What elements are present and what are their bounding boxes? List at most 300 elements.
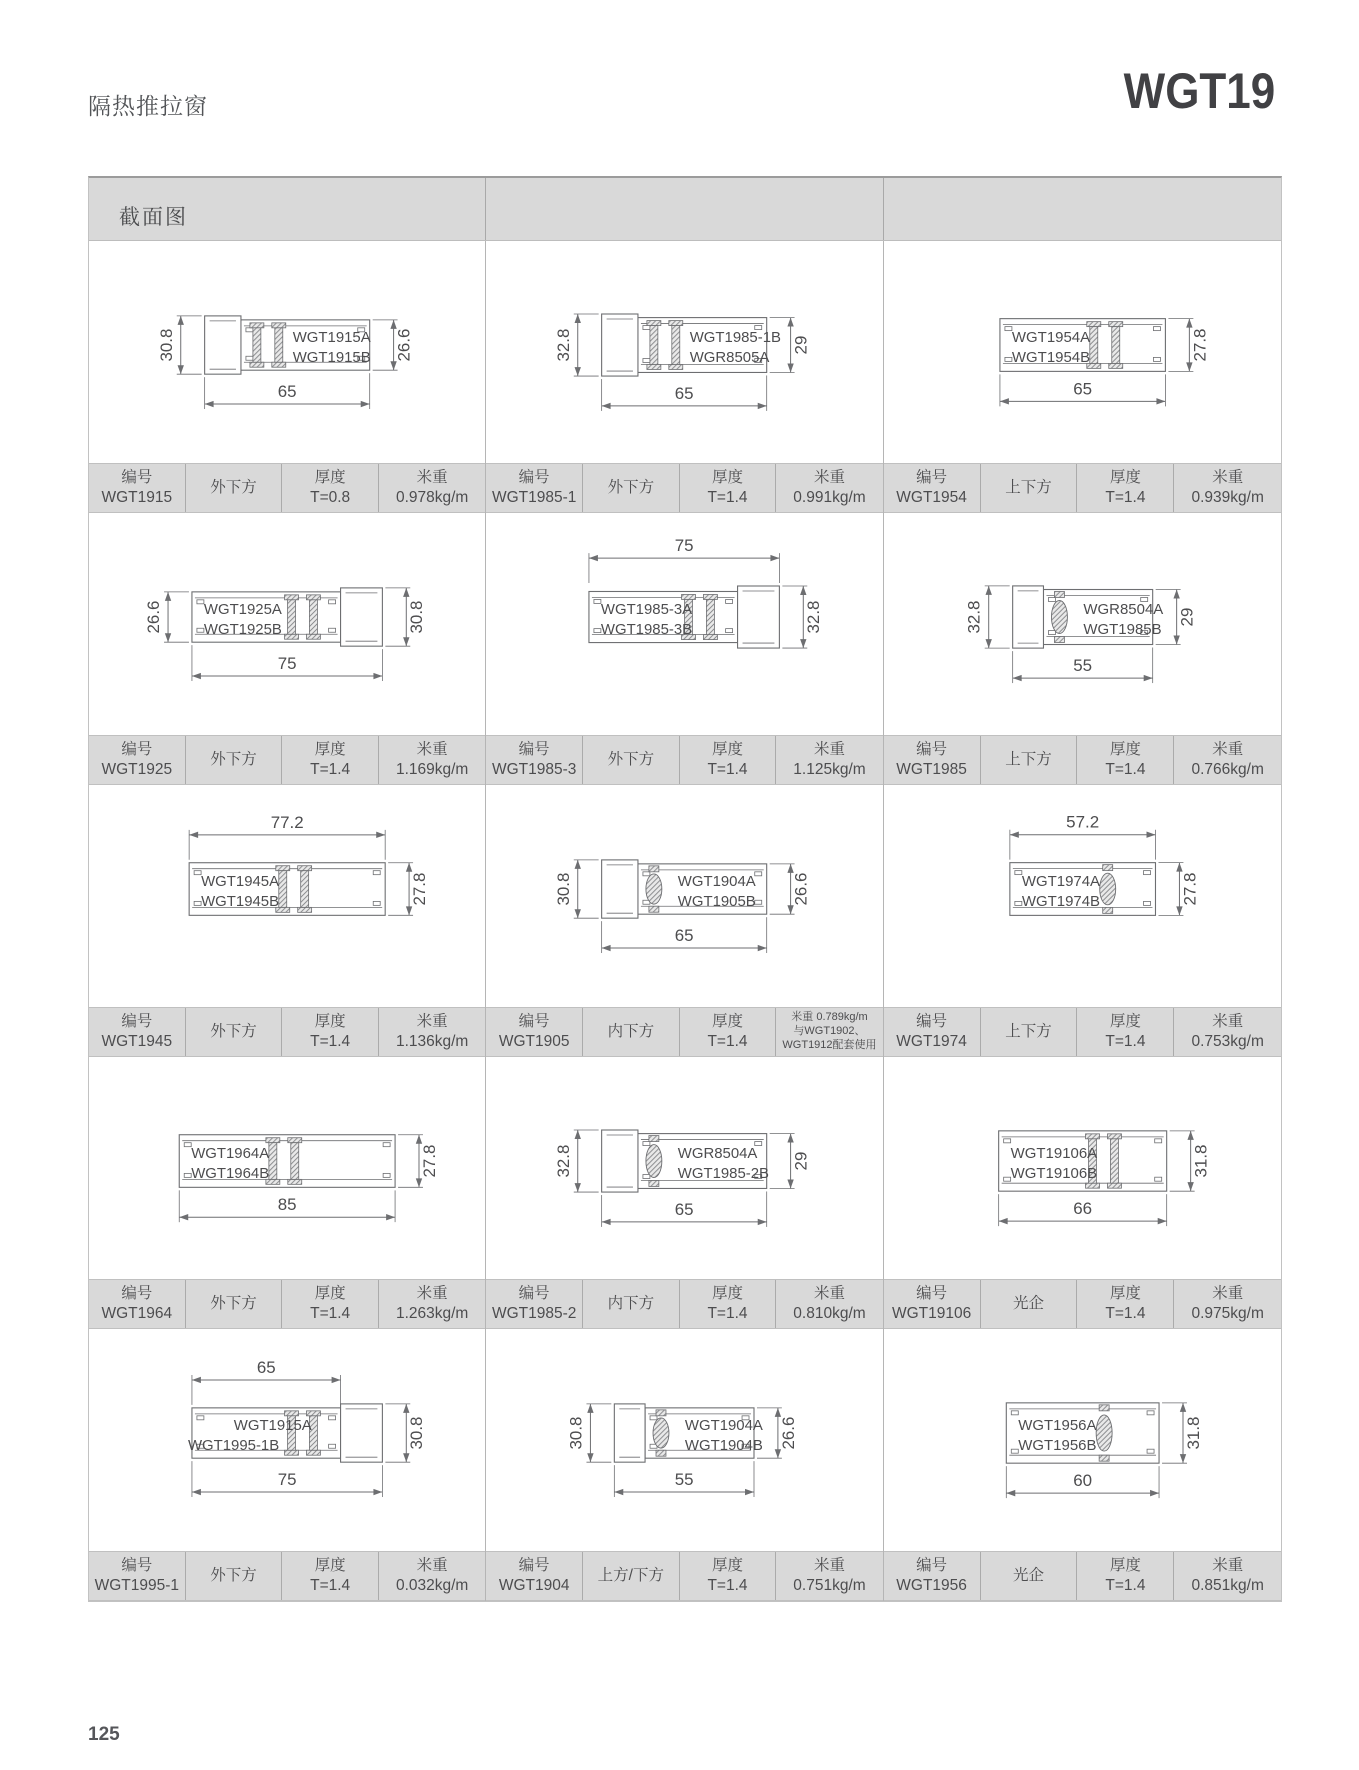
svg-text:30.8: 30.8 — [156, 328, 176, 362]
weight-note-line: WGT1912配套使用 — [782, 1038, 877, 1051]
code-cell — [89, 1552, 186, 1600]
svg-text:WGT1915A: WGT1915A — [292, 329, 371, 347]
code-label: 编号 — [121, 1012, 153, 1030]
position-value: 内下方 — [607, 1294, 655, 1312]
code-cell — [884, 736, 981, 784]
thickness-cell — [282, 464, 379, 512]
thickness-value: T=1.4 — [1105, 1577, 1146, 1594]
svg-text:WGT1925A: WGT1925A — [203, 601, 282, 619]
profile-diagram — [89, 241, 485, 463]
svg-text:30.8: 30.8 — [407, 1416, 427, 1450]
thickness-value: T=1.4 — [707, 761, 748, 778]
thickness-cell — [680, 1008, 777, 1056]
section-header-label: 截面图 — [119, 206, 188, 229]
thickness-cell — [282, 1552, 379, 1600]
profile-cross-section-drawing — [89, 1329, 485, 1551]
page-number: 125 — [88, 1724, 120, 1745]
svg-text:WGT19106B: WGT19106B — [1010, 1164, 1097, 1182]
code-cell — [89, 464, 186, 512]
profile-cross-section-drawing — [486, 513, 882, 735]
code-value: WGT1985-1 — [491, 489, 577, 506]
position-cell — [981, 736, 1078, 784]
code-value: WGT1925 — [101, 761, 173, 778]
svg-text:WGR8504A: WGR8504A — [1083, 601, 1163, 619]
profile-cell — [89, 513, 486, 785]
weight-value: 0.766kg/m — [1191, 761, 1264, 778]
profile-cell — [486, 785, 883, 1057]
code-label: 编号 — [916, 1012, 948, 1030]
weight-cell — [1174, 464, 1281, 512]
profile-cell — [89, 1329, 486, 1601]
svg-text:32.8: 32.8 — [554, 1144, 574, 1178]
thickness-label: 厚度 — [314, 468, 346, 486]
svg-text:30.8: 30.8 — [566, 1416, 586, 1450]
weight-value: 0.851kg/m — [1191, 1577, 1264, 1594]
svg-text:WGT1904B: WGT1904B — [685, 1436, 764, 1454]
profile-cell — [89, 1057, 486, 1329]
position-value: 上下方 — [1005, 478, 1052, 496]
spec-strip — [884, 463, 1281, 513]
thickness-value: T=1.4 — [310, 1305, 351, 1322]
svg-text:WGT1985-2B: WGT1985-2B — [678, 1164, 770, 1182]
profile-cross-section-drawing — [89, 785, 485, 1007]
spec-strip — [89, 1551, 485, 1601]
thickness-label: 厚度 — [314, 740, 346, 758]
weight-label: 米重 — [813, 468, 845, 486]
profile-cell — [89, 241, 486, 513]
code-cell — [884, 1280, 981, 1328]
code-value: WGT1956 — [896, 1577, 967, 1594]
weight-value: 0.991kg/m — [793, 489, 866, 506]
position-cell — [583, 1552, 680, 1600]
position-cell — [186, 1280, 283, 1328]
position-value: 外下方 — [607, 750, 655, 768]
position-cell — [186, 464, 283, 512]
profile-diagram — [89, 1329, 485, 1551]
weight-cell — [1174, 1552, 1281, 1600]
svg-text:WGT19106A: WGT19106A — [1010, 1145, 1097, 1163]
thickness-value: T=1.4 — [707, 1033, 748, 1050]
weight-value: 0.978kg/m — [395, 489, 469, 506]
weight-label: 米重 — [1212, 1012, 1244, 1030]
code-value: WGT1945 — [101, 1033, 173, 1050]
code-cell — [89, 1008, 186, 1056]
thickness-label: 厚度 — [314, 1284, 346, 1302]
thickness-label: 厚度 — [314, 1556, 346, 1574]
code-value: WGT1985-3 — [491, 761, 577, 778]
profile-cell — [89, 785, 486, 1057]
weight-label: 米重 — [813, 1556, 845, 1574]
svg-text:WGT1964A: WGT1964A — [191, 1145, 270, 1163]
thickness-label: 厚度 — [1109, 1284, 1141, 1302]
code-label: 编号 — [916, 468, 948, 486]
spec-strip — [486, 1007, 882, 1057]
profile-diagram — [884, 1329, 1281, 1551]
weight-cell — [379, 1552, 485, 1600]
svg-text:WGT1915A: WGT1915A — [233, 1417, 312, 1435]
weight-cell — [776, 464, 882, 512]
profile-cross-section-drawing — [486, 1329, 882, 1551]
svg-text:27.8: 27.8 — [1190, 328, 1210, 362]
svg-text:75: 75 — [675, 536, 694, 556]
position-value: 光企 — [1013, 1566, 1045, 1584]
profile-grid — [89, 241, 1281, 1601]
position-cell — [186, 1552, 283, 1600]
code-value: WGT1964 — [101, 1305, 173, 1322]
position-value: 上方/下方 — [597, 1566, 664, 1584]
svg-text:55: 55 — [675, 1470, 694, 1490]
position-cell — [186, 1008, 283, 1056]
code-cell — [486, 1008, 583, 1056]
spec-strip — [89, 1279, 485, 1329]
position-cell — [981, 1280, 1078, 1328]
svg-text:27.8: 27.8 — [419, 1144, 439, 1178]
svg-text:65: 65 — [256, 1358, 276, 1378]
code-cell — [884, 1552, 981, 1600]
series-code-title: WGT19 — [1123, 63, 1275, 119]
position-value: 上下方 — [1005, 1022, 1052, 1040]
weight-cell — [1174, 1280, 1281, 1328]
thickness-value: T=1.4 — [1105, 489, 1146, 506]
position-cell — [583, 1008, 680, 1056]
profile-diagram — [486, 1329, 882, 1551]
weight-value: 1.125kg/m — [793, 761, 866, 778]
weight-value: 0.939kg/m — [1191, 489, 1264, 506]
profile-diagram — [486, 785, 882, 1007]
spec-strip — [486, 1279, 882, 1329]
position-value: 外下方 — [210, 1022, 257, 1040]
thickness-value: T=1.4 — [1105, 1305, 1146, 1322]
position-cell — [981, 1552, 1078, 1600]
profile-diagram — [884, 785, 1281, 1007]
profile-cell — [884, 513, 1281, 785]
svg-text:66: 66 — [1072, 1199, 1092, 1219]
weight-note-line: 米重 0.789kg/m — [791, 1011, 868, 1024]
thickness-value: T=1.4 — [707, 1305, 748, 1322]
weight-cell — [379, 1280, 485, 1328]
svg-text:55: 55 — [1072, 656, 1092, 676]
thickness-cell — [1077, 736, 1174, 784]
weight-value: 0.975kg/m — [1191, 1305, 1264, 1322]
profile-diagram — [884, 513, 1281, 735]
thickness-cell — [680, 1280, 777, 1328]
svg-text:65: 65 — [1072, 379, 1092, 399]
weight-label: 米重 — [813, 1284, 845, 1302]
code-label: 编号 — [916, 1284, 948, 1302]
svg-text:57.2: 57.2 — [1065, 812, 1099, 832]
svg-text:WGT1915B: WGT1915B — [292, 348, 371, 366]
weight-label: 米重 — [416, 1284, 448, 1302]
svg-text:65: 65 — [277, 382, 297, 402]
position-value: 外下方 — [210, 478, 257, 496]
profile-cross-section-drawing — [884, 513, 1281, 735]
thickness-label: 厚度 — [711, 468, 743, 486]
weight-label: 米重 — [1212, 468, 1244, 486]
thickness-cell — [1077, 1552, 1174, 1600]
profile-diagram — [884, 1057, 1281, 1279]
thickness-value: T=1.4 — [707, 1577, 748, 1594]
thickness-value: T=1.4 — [310, 1577, 351, 1594]
code-cell — [486, 1280, 583, 1328]
weight-cell — [1174, 736, 1281, 784]
weight-label: 米重 — [416, 1556, 448, 1574]
svg-text:65: 65 — [675, 1199, 694, 1219]
svg-text:WGT1945B: WGT1945B — [201, 892, 280, 910]
svg-text:WGT1964B: WGT1964B — [191, 1164, 270, 1182]
weight-label: 米重 — [1212, 1556, 1244, 1574]
svg-text:26.6: 26.6 — [779, 1416, 799, 1450]
svg-text:32.8: 32.8 — [964, 600, 984, 634]
svg-text:WGT1904A: WGT1904A — [685, 1417, 764, 1435]
position-cell — [981, 1008, 1078, 1056]
svg-text:WGT1904A: WGT1904A — [678, 873, 757, 891]
spec-strip — [884, 1279, 1281, 1329]
profile-cell — [884, 241, 1281, 513]
profile-cell — [486, 513, 883, 785]
table-header-cell — [486, 178, 883, 240]
weight-cell — [776, 1280, 882, 1328]
thickness-cell — [680, 1552, 777, 1600]
weight-value: 1.263kg/m — [395, 1305, 469, 1322]
code-label: 编号 — [518, 1284, 550, 1302]
svg-text:29: 29 — [1177, 607, 1197, 627]
svg-text:WGT1974B: WGT1974B — [1021, 892, 1100, 910]
code-value: WGT1904 — [498, 1577, 570, 1594]
profile-diagram — [486, 241, 882, 463]
profile-cell — [486, 1329, 883, 1601]
profile-cell — [486, 241, 883, 513]
profile-diagram — [884, 241, 1281, 463]
profile-cell — [884, 1057, 1281, 1329]
weight-value: 0.751kg/m — [793, 1577, 866, 1594]
code-value: WGT1954 — [896, 489, 967, 506]
svg-text:WGT1985-1B: WGT1985-1B — [690, 329, 782, 347]
spec-strip — [884, 1007, 1281, 1057]
weight-value: 1.169kg/m — [395, 761, 469, 778]
svg-text:WGT1985-3A: WGT1985-3A — [601, 601, 693, 619]
position-value: 外下方 — [607, 478, 655, 496]
code-cell — [486, 736, 583, 784]
svg-text:WGT1985B: WGT1985B — [1083, 620, 1162, 638]
code-cell — [89, 1280, 186, 1328]
spec-strip — [89, 1007, 485, 1057]
code-cell — [486, 1552, 583, 1600]
code-value: WGT1985 — [896, 761, 967, 778]
svg-text:WGT1974A: WGT1974A — [1021, 873, 1100, 891]
svg-text:26.6: 26.6 — [394, 328, 414, 362]
profile-cross-section-drawing — [486, 785, 882, 1007]
svg-text:75: 75 — [277, 654, 297, 674]
svg-text:WGR8504A: WGR8504A — [678, 1145, 758, 1163]
svg-text:27.8: 27.8 — [410, 872, 430, 906]
weight-label: 米重 — [813, 740, 845, 758]
svg-text:WGT1945A: WGT1945A — [201, 873, 280, 891]
code-value: WGT1995-1 — [94, 1577, 180, 1594]
code-value: WGT1915 — [101, 489, 173, 506]
code-label: 编号 — [518, 740, 550, 758]
position-value: 外下方 — [210, 1566, 257, 1584]
svg-text:85: 85 — [277, 1195, 297, 1215]
weight-cell — [379, 736, 485, 784]
spec-strip — [486, 735, 882, 785]
svg-text:32.8: 32.8 — [554, 328, 574, 362]
profile-cross-section-drawing — [486, 1057, 882, 1279]
svg-text:WGR8505A: WGR8505A — [690, 348, 770, 366]
svg-text:WGT1995-1B: WGT1995-1B — [187, 1436, 280, 1454]
thickness-value: T=1.4 — [1105, 761, 1146, 778]
code-label: 编号 — [121, 740, 153, 758]
profile-cross-section-drawing — [884, 1329, 1281, 1551]
thickness-label: 厚度 — [314, 1012, 346, 1030]
thickness-cell — [680, 464, 777, 512]
code-cell — [89, 736, 186, 784]
profile-diagram — [89, 1057, 485, 1279]
thickness-cell — [282, 1008, 379, 1056]
thickness-value: T=1.4 — [310, 1033, 351, 1050]
svg-text:30.8: 30.8 — [407, 600, 427, 634]
spec-strip — [486, 1551, 882, 1601]
code-label: 编号 — [518, 1556, 550, 1574]
svg-text:WGT1985-3B: WGT1985-3B — [601, 620, 693, 638]
position-cell — [583, 736, 680, 784]
profile-cross-section-drawing — [89, 513, 485, 735]
table-header-cell — [89, 178, 486, 240]
weight-label: 米重 — [416, 468, 448, 486]
weight-value: 1.136kg/m — [395, 1033, 469, 1050]
svg-text:32.8: 32.8 — [804, 600, 824, 634]
profile-diagram — [486, 513, 882, 735]
weight-label: 米重 — [416, 1012, 448, 1030]
code-cell — [486, 464, 583, 512]
svg-text:30.8: 30.8 — [554, 872, 574, 906]
svg-text:65: 65 — [675, 926, 694, 946]
code-value: WGT19106 — [891, 1305, 972, 1322]
thickness-label: 厚度 — [711, 1556, 743, 1574]
thickness-cell — [1077, 464, 1174, 512]
profile-catalog-table — [88, 176, 1282, 1602]
thickness-cell — [1077, 1008, 1174, 1056]
profile-diagram — [89, 513, 485, 735]
svg-text:75: 75 — [277, 1470, 297, 1490]
weight-value: 0.810kg/m — [793, 1305, 866, 1322]
thickness-label: 厚度 — [711, 740, 743, 758]
weight-label: 米重 — [416, 740, 448, 758]
code-label: 编号 — [916, 1556, 948, 1574]
weight-cell — [776, 1552, 882, 1600]
spec-strip — [486, 463, 882, 513]
profile-cell — [486, 1057, 883, 1329]
svg-text:31.8: 31.8 — [1191, 1144, 1211, 1178]
position-value: 外下方 — [210, 750, 257, 768]
profile-cross-section-drawing — [884, 1057, 1281, 1279]
thickness-cell — [680, 736, 777, 784]
thickness-value: T=1.4 — [310, 761, 351, 778]
code-cell — [884, 464, 981, 512]
svg-text:27.8: 27.8 — [1180, 872, 1200, 906]
weight-label: 米重 — [1212, 1284, 1244, 1302]
svg-text:31.8: 31.8 — [1183, 1416, 1203, 1450]
weight-cell — [1174, 1008, 1281, 1056]
spec-strip — [89, 735, 485, 785]
thickness-label: 厚度 — [1109, 740, 1141, 758]
code-label: 编号 — [916, 740, 948, 758]
svg-text:WGT1954A: WGT1954A — [1011, 329, 1090, 347]
profile-cross-section-drawing — [89, 1057, 485, 1279]
position-value: 上下方 — [1005, 750, 1052, 768]
thickness-label: 厚度 — [1109, 468, 1141, 486]
svg-text:26.6: 26.6 — [791, 872, 811, 906]
profile-diagram — [89, 785, 485, 1007]
profile-cross-section-drawing — [884, 785, 1281, 1007]
weight-cell — [776, 1008, 882, 1056]
spec-strip — [89, 463, 485, 513]
table-header-row — [89, 178, 1281, 241]
thickness-label: 厚度 — [711, 1012, 743, 1030]
page-title: 隔热推拉窗 — [88, 93, 208, 119]
code-value: WGT1905 — [498, 1033, 570, 1050]
code-label: 编号 — [518, 1012, 550, 1030]
position-cell — [583, 1280, 680, 1328]
code-label: 编号 — [121, 1284, 153, 1302]
svg-text:WGT1956A: WGT1956A — [1017, 1417, 1097, 1435]
thickness-value: T=0.8 — [310, 489, 351, 506]
profile-cross-section-drawing — [884, 241, 1281, 463]
weight-cell — [379, 1008, 485, 1056]
svg-text:26.6: 26.6 — [144, 600, 164, 634]
weight-value: 0.032kg/m — [395, 1577, 469, 1594]
spec-strip — [884, 1551, 1281, 1601]
thickness-label: 厚度 — [1109, 1556, 1141, 1574]
thickness-value: T=1.4 — [1105, 1033, 1146, 1050]
profile-cross-section-drawing — [89, 241, 485, 463]
position-cell — [583, 464, 680, 512]
weight-note-line: 与WGT1902、 — [793, 1025, 866, 1038]
thickness-cell — [282, 736, 379, 784]
position-value: 外下方 — [210, 1294, 257, 1312]
code-value: WGT1985-2 — [491, 1305, 577, 1322]
svg-text:65: 65 — [675, 383, 694, 403]
position-value: 内下方 — [607, 1022, 655, 1040]
thickness-value: T=1.4 — [707, 489, 748, 506]
svg-text:29: 29 — [791, 335, 811, 355]
thickness-cell — [282, 1280, 379, 1328]
thickness-label: 厚度 — [711, 1284, 743, 1302]
svg-text:WGT1956B: WGT1956B — [1017, 1436, 1097, 1454]
profile-cross-section-drawing — [486, 241, 882, 463]
code-label: 编号 — [121, 468, 153, 486]
svg-text:WGT1925B: WGT1925B — [203, 620, 282, 638]
weight-cell — [776, 736, 882, 784]
svg-text:WGT1954B: WGT1954B — [1011, 348, 1090, 366]
position-value: 光企 — [1013, 1294, 1045, 1312]
table-header-cell — [884, 178, 1281, 240]
svg-text:60: 60 — [1072, 1471, 1092, 1491]
thickness-cell — [1077, 1280, 1174, 1328]
thickness-label: 厚度 — [1109, 1012, 1141, 1030]
profile-cell — [884, 1329, 1281, 1601]
profile-diagram — [486, 1057, 882, 1279]
svg-text:WGT1905B: WGT1905B — [678, 892, 757, 910]
svg-text:77.2: 77.2 — [270, 812, 304, 832]
spec-strip — [884, 735, 1281, 785]
weight-label: 米重 — [1212, 740, 1244, 758]
code-label: 编号 — [121, 1556, 153, 1574]
code-value: WGT1974 — [896, 1033, 967, 1050]
code-cell — [884, 1008, 981, 1056]
position-cell — [186, 736, 283, 784]
weight-value: 0.753kg/m — [1191, 1033, 1264, 1050]
position-cell — [981, 464, 1078, 512]
